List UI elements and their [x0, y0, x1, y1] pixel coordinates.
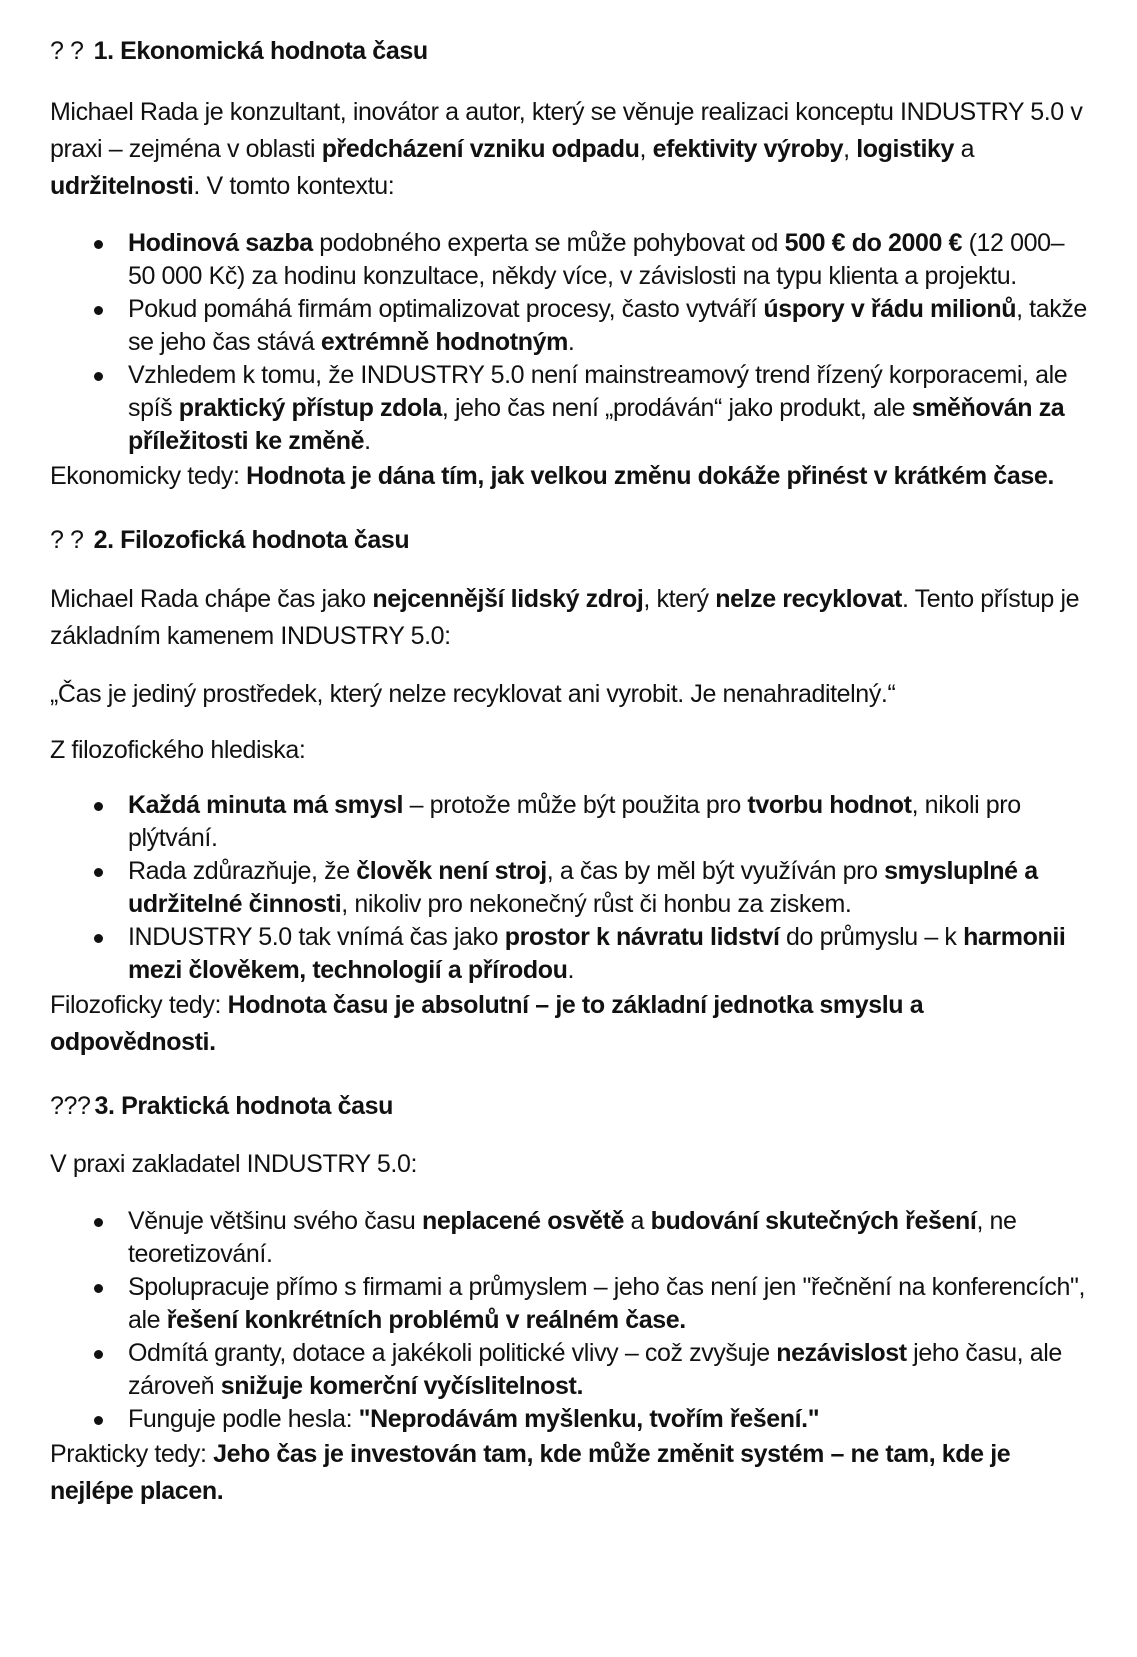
section-heading [50, 36, 1090, 66]
bold-text-run: řešení konkrétních problémů v reálném čase. [166, 1306, 686, 1334]
list-item [128, 855, 1090, 921]
document-body [50, 36, 1090, 1532]
bold-text-run: člověk není stroj [356, 857, 547, 885]
text-run: a [624, 1207, 651, 1235]
heading-title: 3. Praktická hodnota času [94, 1092, 393, 1120]
text-run: V praxi zakladatel INDUSTRY 5.0: [50, 1150, 417, 1178]
text-run: INDUSTRY 5.0 tak vnímá čas jako [128, 923, 505, 951]
bold-text-run: smysluplné a udržitelné činnosti [128, 857, 1038, 918]
text-run: jeho času, ale zároveň [128, 1339, 1062, 1400]
text-run: , [843, 135, 857, 163]
list-item [128, 1205, 1090, 1271]
text-run: Rada zdůrazňuje, že [128, 857, 357, 885]
text-run: , ne teoretizování. [128, 1207, 1017, 1268]
list-item [128, 293, 1090, 359]
text-run: , nikoliv pro nekonečný růst či honbu za ziskem. [341, 890, 852, 918]
bold-text-run: "Neprodávám myšlenku, tvořím řešení." [358, 1405, 820, 1433]
bold-text-run: Hodinová sazba [128, 229, 313, 257]
text-run: Spolupracuje přímo s firmami a průmyslem – jeho čas není jen "řečnění na konferencích", ale [128, 1273, 1086, 1334]
list-item [128, 359, 1090, 458]
list-item [128, 921, 1090, 987]
text-run: Prakticky tedy: [50, 1440, 214, 1468]
text-run: – protože může být použita pro [403, 791, 748, 819]
text-run: Michael Rada je konzultant, inovátor a autor, který se věnuje realizaci konceptu INDUSTRY 5.0 v praxi – zejména v oblasti [50, 98, 1083, 163]
bold-text-run: budování skutečných řešení [650, 1207, 977, 1235]
bold-text-run: neplacené osvětě [421, 1207, 625, 1235]
text-run: . [364, 427, 371, 455]
text-run: Filozoficky tedy: [50, 991, 228, 1019]
text-run: Věnuje většinu svého času [128, 1207, 422, 1235]
section-heading [50, 1091, 1090, 1121]
text-run: , takže se jeho čas stává [128, 295, 1087, 356]
bold-text-run: tvorbu hodnot [747, 791, 912, 819]
text-run: podobného experta se může pohybovat od [312, 229, 785, 257]
heading-title: 2. Filozofická hodnota času [93, 526, 410, 554]
text-run: do průmyslu – k [779, 923, 964, 951]
bold-text-run: směňován za příležitosti ke změně [128, 394, 1065, 455]
bold-text-run: praktický přístup zdola [178, 394, 442, 422]
bullet-list [50, 1205, 1090, 1436]
text-run: . Tento přístup je základním kamenem INDUSTRY 5.0: [50, 585, 1080, 650]
text-run: Ekonomicky tedy: [50, 462, 247, 490]
section-summary [50, 458, 1090, 495]
text-run: Michael Rada chápe čas jako [50, 585, 373, 613]
bold-text-run: prostor k návratu lidství [504, 923, 780, 951]
text-run: (12 000–50 000 Kč) za hodinu konzultace, někdy více, v závislosti na typu klienta a projektu. [128, 229, 1065, 290]
bold-text-run: extrémně hodnotným [320, 328, 568, 356]
bold-text-run: nezávislost [776, 1339, 907, 1367]
section-intro [50, 94, 1090, 205]
list-item [128, 1271, 1090, 1337]
bold-text-run: 500 € do 2000 € [784, 229, 963, 257]
section-intro [50, 581, 1090, 655]
bold-text-run: snižuje komerční vyčíslitelnost. [220, 1372, 584, 1400]
text-run: Pokud pomáhá firmám optimalizovat procesy, často vytváří [128, 295, 764, 323]
bold-text-run: nelze recyklovat [715, 585, 902, 613]
bold-text-run: úspory v řádu milionů [763, 295, 1017, 323]
bold-text-run: nejcennější lidský zdroj [372, 585, 644, 613]
bold-text-run: udržitelnosti [50, 172, 194, 200]
text-run: . [567, 956, 575, 984]
section-heading [50, 525, 1090, 555]
section-intro [50, 1147, 1090, 1181]
heading-marker: ? ? [50, 37, 84, 65]
text-run: , [639, 135, 653, 163]
bold-text-run: Hodnota je dána tím, jak velkou změnu dokáže přinést v krátkém čase. [246, 462, 1054, 490]
bold-text-run: Jeho čas je investován tam, kde může změnit systém – ne tam, kde je nejlépe placen. [50, 1440, 1011, 1505]
text-run: , jeho čas není „prodáván“ jako produkt, ale [441, 394, 912, 422]
bold-text-run: předcházení vzniku odpadu [321, 135, 640, 163]
heading-title: 1. Ekonomická hodnota času [93, 37, 428, 65]
section-summary [50, 1436, 1090, 1510]
bullet-list [50, 789, 1090, 987]
text-run: , nikoli pro plýtvání. [128, 791, 1021, 852]
text-run: Odmítá granty, dotace a jakékoli politické vlivy – což zvyšuje [128, 1339, 777, 1367]
bold-text-run: harmonii mezi člověkem, technologií a přírodou [128, 923, 1066, 984]
text-run: Funguje podle hesla: [128, 1405, 359, 1433]
bold-text-run: efektivity výroby [652, 135, 844, 163]
list-item [128, 789, 1090, 855]
quote-text: „Čas je jediný prostředek, který nelze recyklovat ani vyrobit. Je nenahraditelný.“ [50, 680, 896, 708]
list-item [128, 227, 1090, 293]
heading-marker: ? ? [50, 526, 84, 554]
text-run: . V tomto kontextu: [193, 172, 395, 200]
text-run: , a čas by měl být využíván pro [546, 857, 885, 885]
text-run: . [567, 328, 575, 356]
text-run: Vzhledem k tomu, že INDUSTRY 5.0 není mainstreamový trend řízený korporacemi, ale spíš [128, 361, 1068, 422]
list-item [128, 1403, 1090, 1436]
list-item [128, 1337, 1090, 1403]
bold-text-run: Hodnota času je absolutní – je to základní jednotka smyslu a odpovědnosti. [50, 991, 924, 1056]
heading-marker: ??? [50, 1092, 91, 1120]
text-run: , který [643, 585, 716, 613]
bold-text-run: logistiky [856, 135, 955, 163]
bold-text-run: Každá minuta má smysl [128, 791, 404, 819]
section-summary [50, 987, 1090, 1061]
bullet-list [50, 227, 1090, 458]
lead-text: Z filozofického hlediska: [50, 736, 306, 764]
text-run: a [954, 135, 975, 163]
